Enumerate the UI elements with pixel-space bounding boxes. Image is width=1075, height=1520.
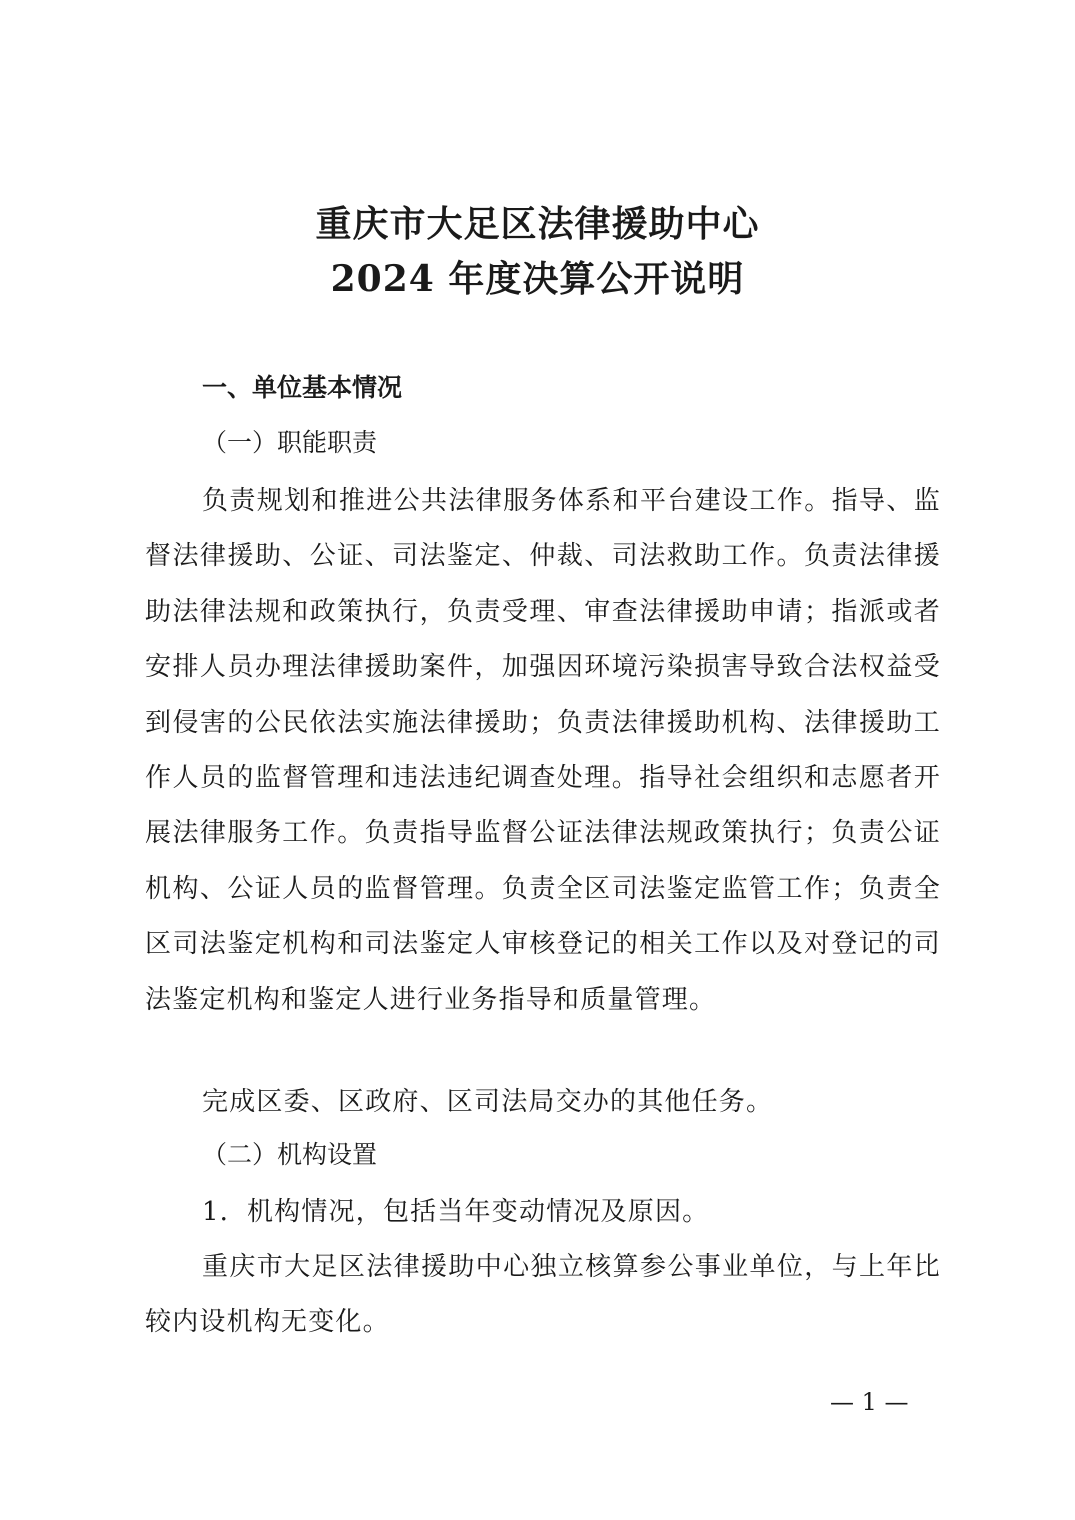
paragraph-other-tasks: 完成区委、区政府、区司法局交办的其他任务。 [202, 1087, 774, 1117]
paragraph-functions: 负责规划和推进公共法律服务体系和平台建设工作。指导、监督法律援助、公证、司法鉴定、仲裁、司法救助工作。负责法律援助法律法规和政策执行，负责受理、审查法律援助申请；指派或者安排人员办理法律援助案件，加强因环境污染损害导致合法权益受到侵害的公民依法实施法律援助；负责法律援助机构、法律援助工作人员的监督管理和违法违纪调查处理。指导社会组织和志愿者开展法律服务工作。负责指导监督公证法律法规政策执行；负责公证机构、公证人员的监督管理。负责全区司法鉴定监管工作；负责全区司法鉴定机构和司法鉴定人审核登记的相关工作以及对登记的司法鉴定机构和鉴定人进行业务指导和质量管理。 [145, 486, 941, 1015]
document-title-line2: 2024 年度决算公开说明 [330, 258, 745, 300]
subsection-heading-functions: （一）职能职责 [202, 428, 378, 457]
section-heading-basic-info: 一、单位基本情况 [202, 373, 403, 402]
document-title-line1: 重庆市大足区法律援助中心 [315, 203, 760, 245]
paragraph-organization-detail: 重庆市大足区法律援助中心独立核算参公事业单位，与上年比较内设机构无变化。 [145, 1252, 941, 1338]
paragraph-organization-item: 1．机构情况，包括当年变动情况及原因。 [202, 1197, 710, 1227]
subsection-heading-organization: （二）机构设置 [202, 1140, 378, 1169]
page-number: — 1 — [830, 1388, 909, 1416]
